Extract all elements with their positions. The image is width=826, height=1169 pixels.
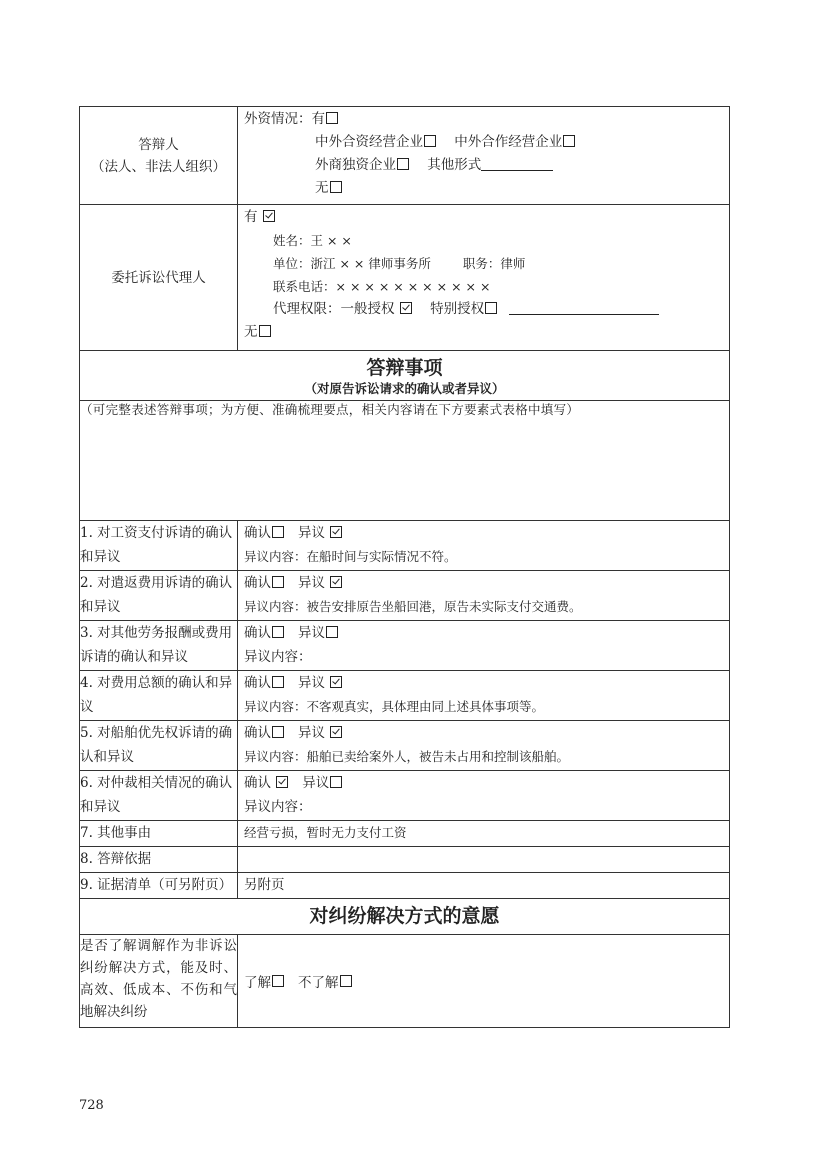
other-form-blank[interactable]: [481, 156, 553, 171]
confirm-text: 确认: [244, 675, 271, 691]
respondent-label: 答辩人: [138, 136, 179, 153]
defense-basis-label: 8. 答辩依据: [80, 847, 238, 873]
general-authority-checkbox[interactable]: [400, 302, 412, 314]
mediation-question: 是否了解调解作为非诉讼纠纷解决方式，能及时、高效、低成本、不伤和气地解决纠纷: [80, 935, 238, 1028]
defense-form-table: [79, 106, 730, 1028]
other-form-text: 其他形式: [427, 157, 482, 173]
objection-text: 异议: [298, 575, 325, 591]
not-know-text: 不了解: [298, 975, 339, 991]
mediation-answer-cell: [238, 935, 730, 1028]
objection-content-1[interactable]: 异议内容：在船时间与实际情况不符。: [244, 549, 457, 564]
agent-label-cell: [80, 205, 238, 351]
foreign-capital-yes-checkbox[interactable]: [326, 112, 338, 124]
item-label-6: 6. 对仲裁相关情况的确认和异议: [80, 771, 238, 821]
objection-text: 异议: [298, 725, 325, 741]
defense-basis-value: [238, 847, 729, 871]
jv-equity-checkbox[interactable]: [424, 135, 436, 147]
item-response-1: [238, 521, 730, 571]
objection-text: 异议: [302, 775, 330, 791]
respondent-info-cell: [238, 107, 730, 205]
foreign-none-checkbox[interactable]: [330, 181, 342, 193]
confirm-checkbox-4[interactable]: [272, 676, 284, 688]
objection-checkbox-4[interactable]: [330, 676, 342, 688]
know-checkbox[interactable]: [272, 975, 284, 987]
objection-checkbox-6[interactable]: [330, 776, 342, 788]
objection-content-5[interactable]: 异议内容：船舶已卖给案外人，被告未占用和控制该船舶。: [244, 749, 570, 764]
other-matters-label: 7. 其他事由: [80, 821, 238, 847]
jv-coop-text: 中外合作经营企业: [454, 134, 563, 150]
confirm-checkbox-6[interactable]: [276, 776, 288, 788]
special-authority-blank[interactable]: [509, 300, 659, 315]
item-label-3: 3. 对其他劳务报酬或费用诉请的确认和异议: [80, 621, 238, 671]
confirm-checkbox-1[interactable]: [272, 526, 284, 538]
confirm-text: 确认: [244, 725, 271, 741]
respondent-label-sub: （法人、非法人组织）: [91, 158, 226, 175]
confirm-text: 确认: [244, 625, 271, 641]
objection-content-3[interactable]: 异议内容：: [244, 649, 312, 665]
not-know-checkbox[interactable]: [340, 975, 352, 987]
agent-position: 职务：律师: [462, 256, 526, 271]
objection-content-2[interactable]: 异议内容：被告安排原告坐船回港，原告未实际支付交通费。: [244, 599, 582, 614]
dispute-section-title: 对纠纷解决方式的意愿: [309, 905, 500, 927]
know-text: 了解: [244, 975, 271, 991]
item-label-1: 1. 对工资支付诉请的确认和异议: [80, 521, 238, 571]
agent-has-text: 有: [244, 209, 258, 225]
item-response-3: [238, 621, 730, 671]
agent-name: 姓名：王 × ×: [273, 233, 352, 248]
other-matters-value: 经营亏损，暂时无力支付工资: [244, 825, 407, 840]
agent-authority-text: 代理权限：一般授权: [273, 301, 395, 317]
jv-equity-text: 中外合资经营企业: [315, 134, 423, 150]
defense-section-title: 答辩事项: [366, 357, 443, 379]
agent-label: 委托诉讼代理人: [111, 269, 206, 286]
page-number: 728: [79, 1098, 104, 1113]
confirm-checkbox-3[interactable]: [272, 626, 284, 638]
confirm-text: 确认: [244, 775, 271, 791]
confirm-text: 确认: [244, 525, 271, 541]
objection-checkbox-3[interactable]: [326, 626, 338, 638]
dispute-section-header: [80, 899, 730, 935]
wfoe-checkbox[interactable]: [397, 158, 409, 170]
agent-unit: 单位：浙江 × × 律师事务所: [273, 256, 431, 271]
objection-checkbox-2[interactable]: [330, 576, 342, 588]
defense-basis-cell[interactable]: [238, 847, 730, 873]
defense-section-header: [80, 351, 730, 401]
foreign-none-text: 无: [315, 180, 329, 196]
agent-has-checkbox[interactable]: [263, 210, 275, 222]
objection-text: 异议: [298, 625, 325, 641]
agent-phone: 联系电话：× × × × × × × × × × ×: [273, 279, 491, 294]
defense-note-cell[interactable]: [80, 401, 730, 521]
item-label-2: 2. 对遣返费用诉请的确认和异议: [80, 571, 238, 621]
special-authority-checkbox[interactable]: [485, 302, 497, 314]
special-authority-text: 特别授权: [430, 301, 485, 317]
item-response-6: [238, 771, 730, 821]
objection-text: 异议: [298, 525, 325, 541]
objection-text: 异议: [298, 675, 325, 691]
agent-info-cell: [238, 205, 730, 351]
objection-content-4[interactable]: 异议内容：不客观真实，具体理由同上述具体事项等。: [244, 699, 545, 714]
item-response-2: [238, 571, 730, 621]
item-label-4: 4. 对费用总额的确认和异议: [80, 671, 238, 721]
respondent-label-cell: [80, 107, 238, 205]
evidence-list-cell[interactable]: [238, 873, 730, 899]
agent-none-text: 无: [244, 324, 258, 340]
objection-content-6[interactable]: 异议内容：: [244, 799, 312, 815]
item-response-5: [238, 721, 730, 771]
defense-note-text: （可完整表述答辩事项；为方便、准确梳理要点，相关内容请在下方要素式表格中填写）: [80, 402, 580, 417]
defense-section-subtitle: （对原告诉讼请求的确认或者异议）: [304, 381, 505, 396]
confirm-text: 确认: [244, 575, 271, 591]
wfoe-text: 外商独资企业: [315, 157, 396, 173]
other-matters-cell[interactable]: [238, 821, 730, 847]
item-response-4: [238, 671, 730, 721]
jv-coop-checkbox[interactable]: [563, 135, 575, 147]
item-label-5: 5. 对船舶优先权诉请的确认和异议: [80, 721, 238, 771]
foreign-capital-text: 外资情况：有: [244, 111, 325, 127]
objection-checkbox-1[interactable]: [330, 526, 342, 538]
objection-checkbox-5[interactable]: [330, 726, 342, 738]
evidence-list-value: 另附页: [244, 877, 285, 893]
agent-none-checkbox[interactable]: [259, 325, 271, 337]
confirm-checkbox-5[interactable]: [272, 726, 284, 738]
evidence-list-label: 9. 证据清单（可另附页）: [80, 873, 238, 899]
confirm-checkbox-2[interactable]: [272, 576, 284, 588]
